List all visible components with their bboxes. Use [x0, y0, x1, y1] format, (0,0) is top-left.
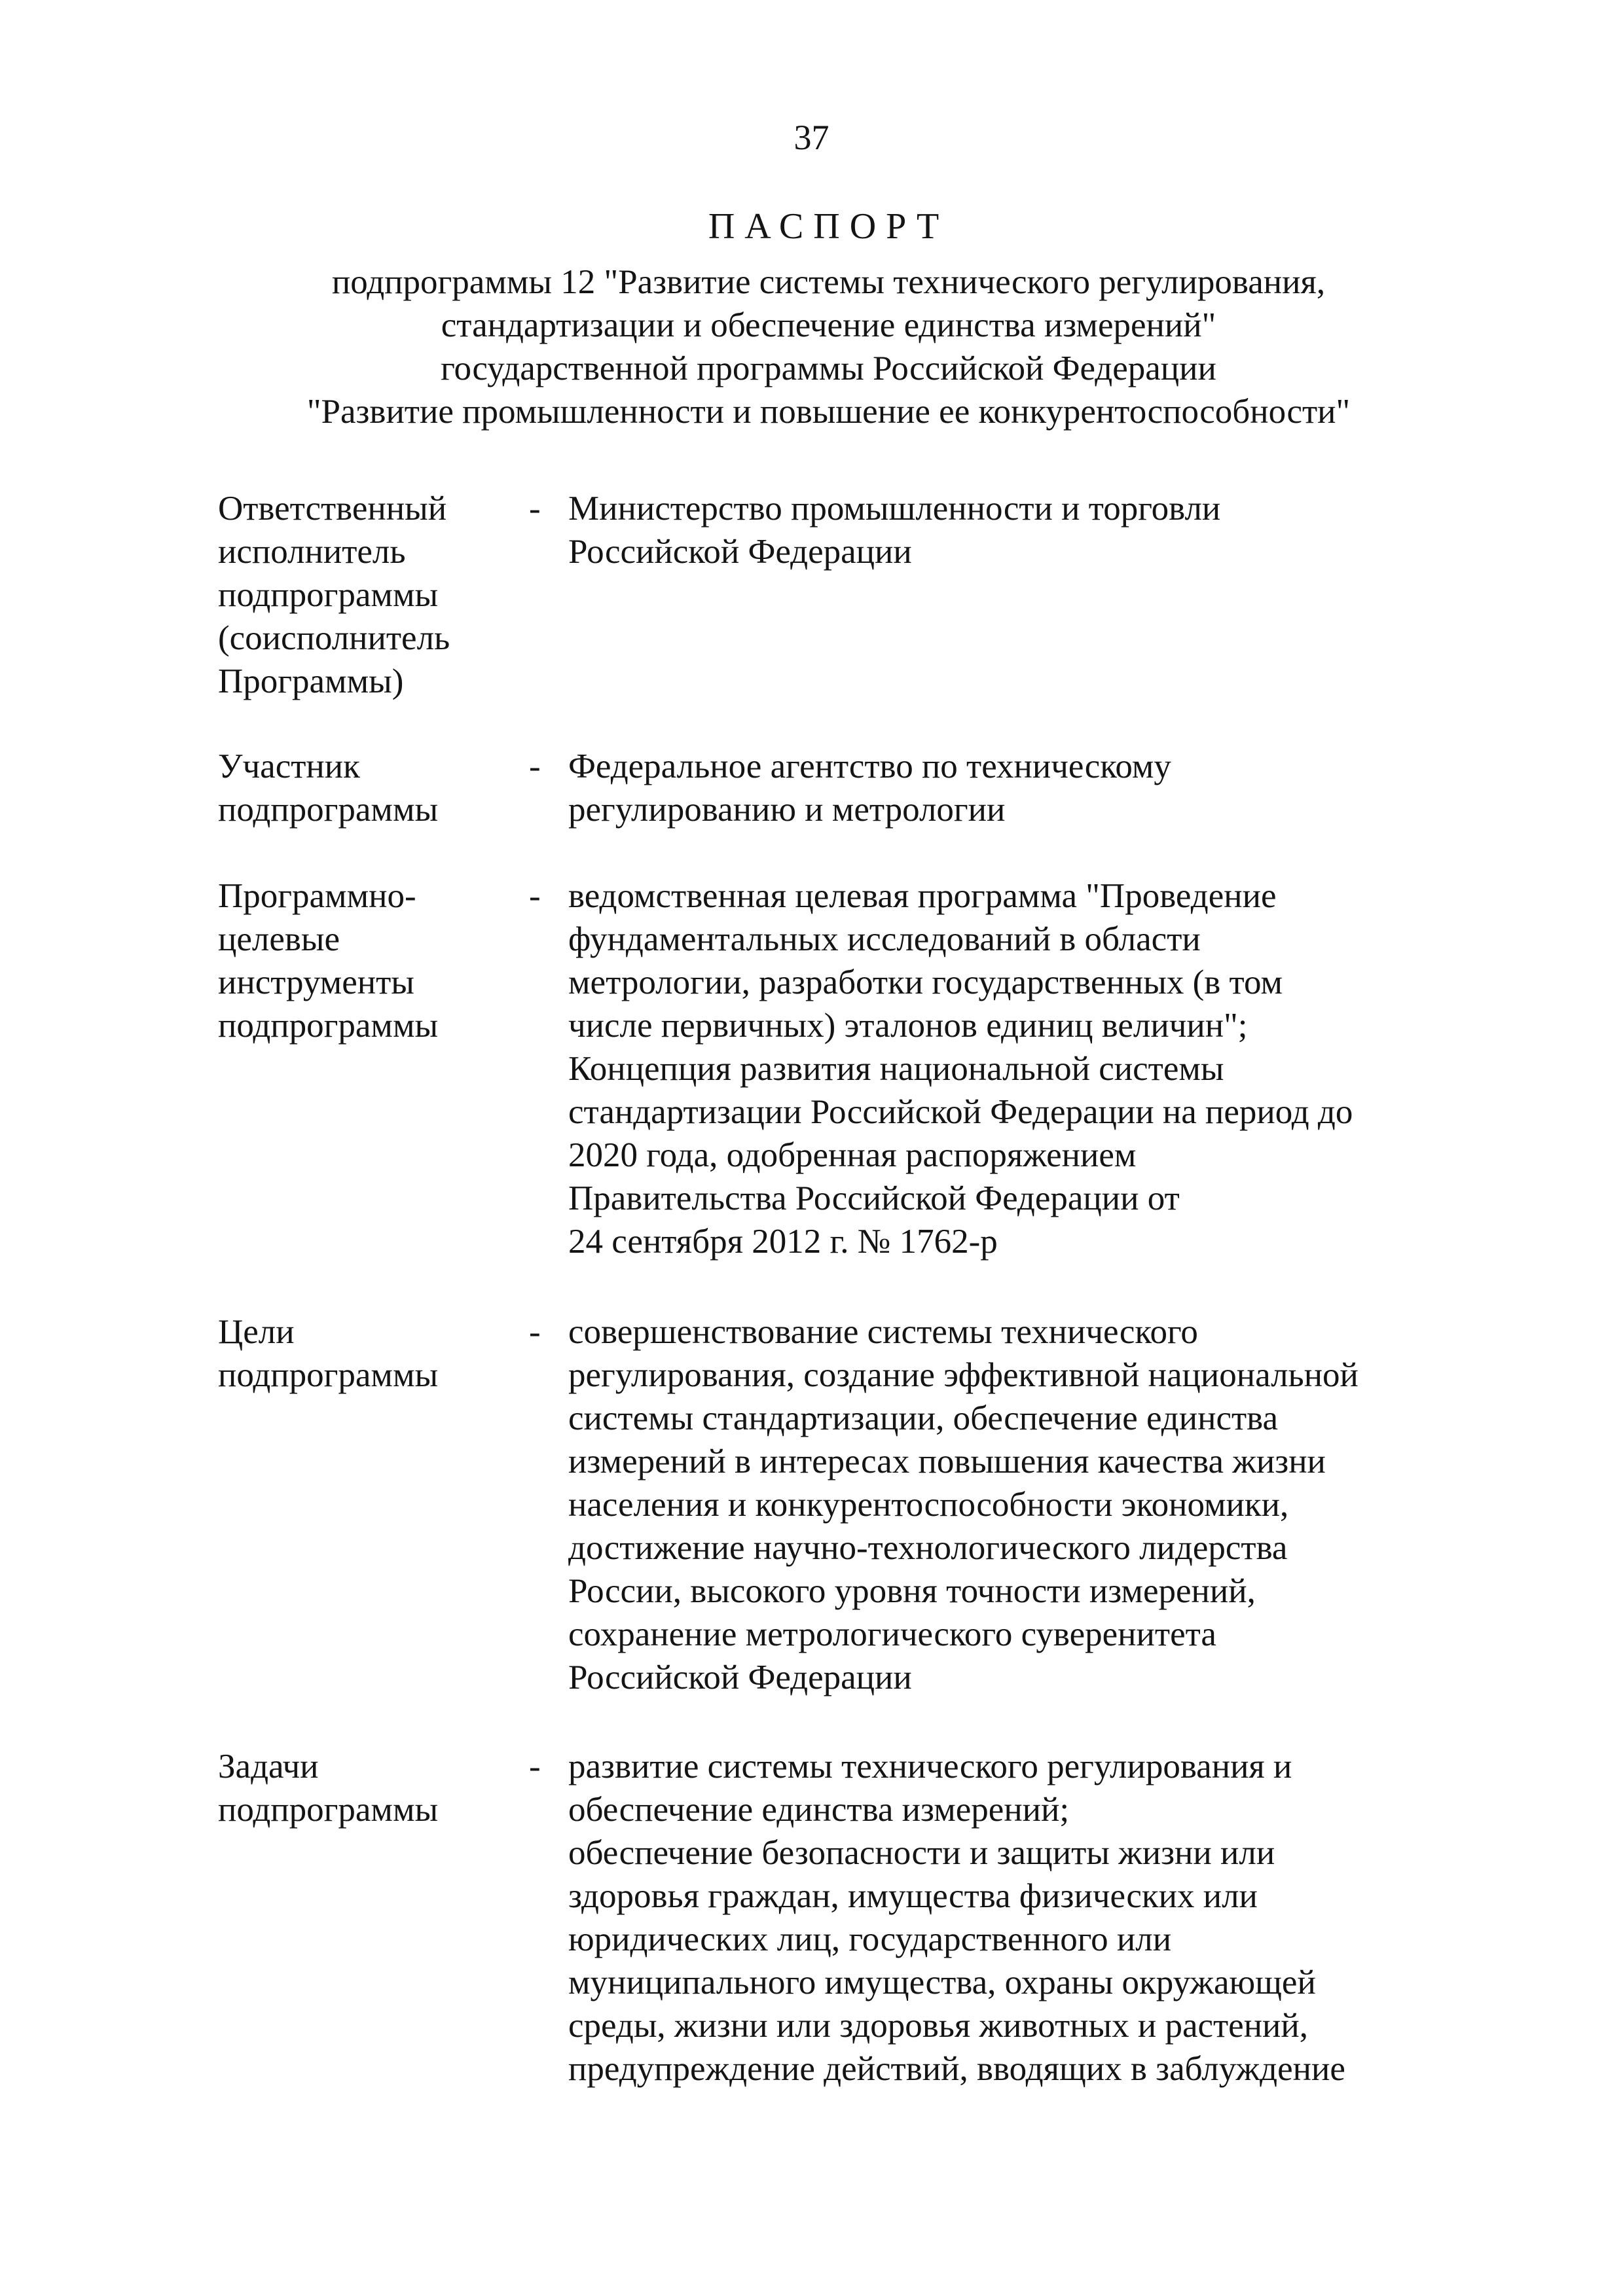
document-subtitle	[0, 260, 1623, 433]
label-line: Ответственный	[218, 490, 447, 528]
row-dash: -	[529, 1313, 541, 1351]
value-line: Правительства Российской Федерации от	[568, 1179, 1180, 1217]
value-line: России, высокого уровня точности измерений,	[568, 1572, 1256, 1610]
value-line: Министерство промышленности и торговли	[568, 490, 1221, 528]
row-value	[568, 487, 1472, 573]
value-line: 2020 года, одобренная распоряжением	[568, 1136, 1137, 1174]
row-label	[218, 1745, 519, 1831]
passport-row-tasks	[0, 1745, 1623, 2088]
value-line: Федеральное агентство по техническому	[568, 747, 1171, 785]
label-line: инструменты	[218, 963, 414, 1001]
value-line: здоровья граждан, имущества физических или	[568, 1877, 1258, 1915]
value-line: регулирования, создание эффективной национальной	[568, 1356, 1359, 1394]
subtitle-line: "Развитие промышленности и повышение ее конкурентоспособности"	[306, 393, 1351, 431]
label-line: подпрограммы	[218, 1356, 439, 1394]
row-label	[218, 745, 519, 831]
row-value	[568, 874, 1472, 1263]
value-line: совершенствование системы технического	[568, 1313, 1198, 1351]
row-dash: -	[529, 747, 541, 785]
value-line: числе первичных) эталонов единиц величин";	[568, 1007, 1248, 1045]
label-line: подпрограммы	[218, 1791, 439, 1829]
label-line: подпрограммы	[218, 791, 439, 829]
row-dash: -	[529, 877, 541, 915]
value-line: измерений в интересах повышения качества жизни	[568, 1443, 1326, 1480]
document-title: ПАСПОРТ	[708, 206, 949, 247]
row-label	[218, 874, 519, 1047]
value-line: Концепция развития национальной системы	[568, 1050, 1224, 1088]
row-dash: -	[529, 490, 541, 528]
passport-row-program-instruments	[0, 874, 1623, 1261]
passport-row-goals	[0, 1310, 1623, 1696]
value-line: 24 сентября 2012 г. № 1762-р	[568, 1223, 998, 1261]
value-line: фундаментальных исследований в области	[568, 920, 1201, 958]
value-line: метрологии, разработки государственных (в том	[568, 963, 1283, 1001]
value-line: предупреждение действий, вводящих в заблуждение	[568, 2050, 1345, 2088]
value-line: регулированию и метрологии	[568, 791, 1006, 829]
row-label	[218, 1310, 519, 1397]
label-line: Программно-	[218, 877, 416, 915]
row-value	[568, 1310, 1472, 1699]
row-value	[568, 745, 1472, 831]
subtitle-line: подпрограммы 12 "Развитие системы технического регулирования,	[331, 263, 1326, 301]
row-label	[218, 487, 519, 703]
row-value	[568, 1745, 1472, 2090]
label-line: Программы)	[218, 662, 404, 700]
value-line: Российской Федерации	[568, 1659, 912, 1696]
value-line: обеспечение безопасности и защиты жизни или	[568, 1834, 1275, 1872]
value-line: развитие системы технического регулирования и	[568, 1748, 1292, 1785]
passport-row-responsible-executor	[0, 487, 1623, 700]
value-line: системы стандартизации, обеспечение единства	[568, 1399, 1279, 1437]
value-line: стандартизации Российской Федерации на период до	[568, 1093, 1353, 1131]
value-line: Российской Федерации	[568, 533, 912, 571]
value-line: среды, жизни или здоровья животных и растений,	[568, 2007, 1309, 2045]
value-line: юридических лиц, государственного или	[568, 1920, 1172, 1958]
subtitle-line: государственной программы Российской Федерации	[441, 350, 1216, 387]
page-number: 37	[793, 118, 830, 157]
value-line: обеспечение единства измерений;	[568, 1791, 1070, 1829]
value-line: населения и конкурентоспособности экономики,	[568, 1486, 1289, 1524]
label-line: Участник	[218, 747, 360, 785]
label-line: (соисполнитель	[218, 619, 450, 657]
label-line: подпрограммы	[218, 1007, 439, 1045]
label-line: Цели	[218, 1313, 295, 1351]
label-line: Задачи	[218, 1748, 319, 1785]
label-line: исполнитель	[218, 533, 406, 571]
value-line: достижение научно-технологического лидерства	[568, 1529, 1288, 1567]
value-line: муниципального имущества, охраны окружающей	[568, 1964, 1316, 2001]
value-line: сохранение метрологического суверенитета	[568, 1615, 1216, 1653]
value-line: ведомственная целевая программа "Проведение	[568, 877, 1277, 915]
row-dash: -	[529, 1748, 541, 1785]
subtitle-line: стандартизации и обеспечение единства измерений"	[441, 306, 1216, 344]
label-line: подпрограммы	[218, 576, 439, 614]
label-line: целевые	[218, 920, 340, 958]
